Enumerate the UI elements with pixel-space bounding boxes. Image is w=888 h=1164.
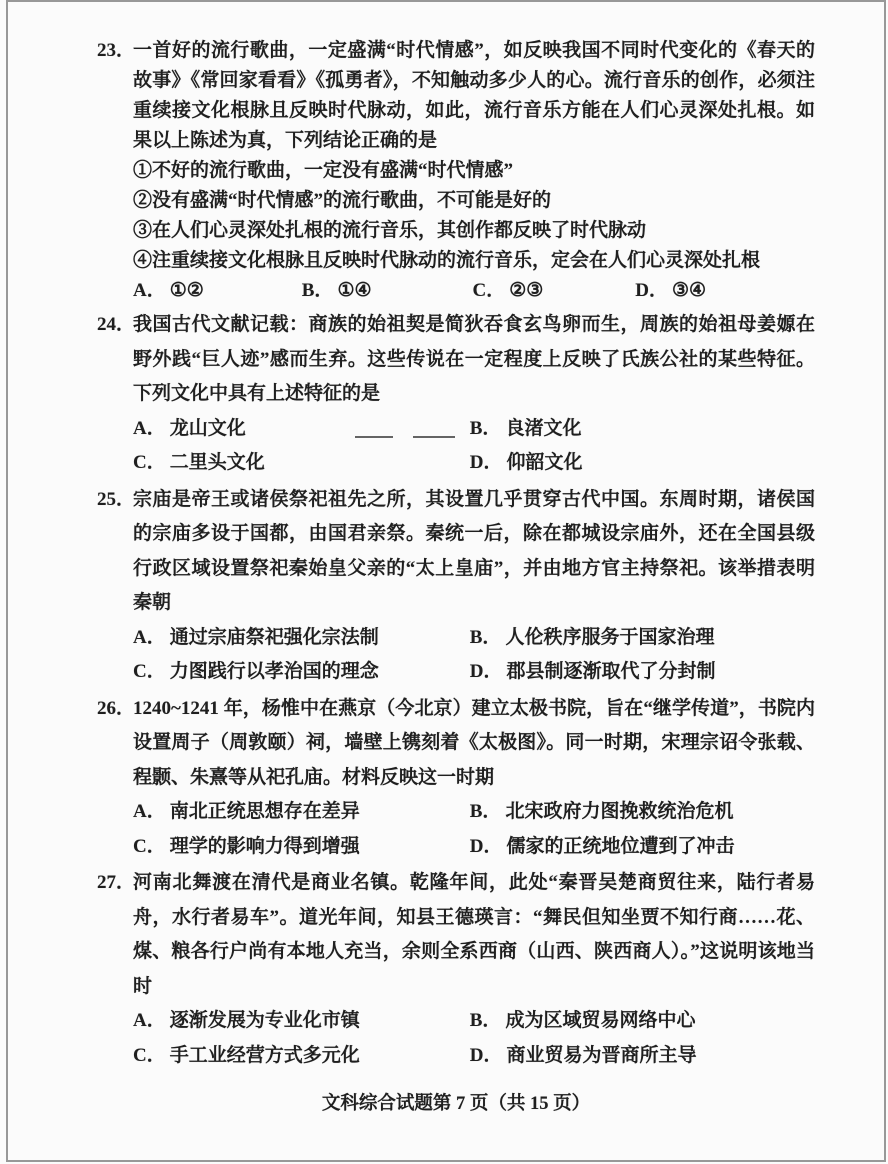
question-24-option-a: A． 龙山文化 — [133, 417, 246, 439]
question-25-stem: 宗庙是帝王或诸侯祭祀祖先之所，其设置几乎贯穿古代中国。东周时期，诸侯国的宗庙多设于国都，由国君亲祭。秦统一后，除在都城设宗庙外，还在全国县级行政区域设置祭祀秦始皇父亲的“太上皇庙”，并由地方官主持祭祀。该举措表明秦朝 — [133, 488, 815, 613]
question-24-option-d: D． 仰韶文化 — [469, 452, 583, 473]
question-24-number: 24． — [97, 314, 136, 335]
question-27-options-row-2 — [133, 1039, 815, 1074]
question-23-option-a: A． ①② — [133, 280, 204, 301]
question-27-options-row-1 — [133, 1004, 815, 1039]
question-23 — [97, 36, 815, 306]
question-27-option-b: B． 成为区域贸易网络中心 — [469, 1010, 696, 1031]
question-25-option-d: D． 郡县制逐渐取代了分封制 — [469, 661, 716, 682]
question-26-options-row-1 — [133, 795, 815, 830]
question-23-stem: 一首好的流行歌曲，一定盛满“时代情感”，如反映我国不同时代变化的《春天的故事》《常回家看看》《孤勇者》，不知触动多少人的心。流行音乐的创作，必须注重续接文化根脉且反映时代脉动，如此，流行音乐方能在人们心灵深处扎根。如果以上陈述为真，下列结论正确的是 — [133, 40, 815, 151]
question-27-option-d: D． 商业贸易为晋商所主导 — [469, 1044, 697, 1066]
question-26-stem: 1240~1241 年，杨惟中在燕京（今北京）建立太极书院，旨在“继学传道”，书院内设置周子（周敦颐）祠，墙壁上镌刻着《太极图》。同一时期，宋理宗诏令张载、程颢、朱熹等从祀孔庙。材料反映这一时期 — [133, 697, 815, 788]
question-23-options-row — [133, 276, 815, 306]
scan-underline-artifact — [355, 436, 455, 438]
question-26-number: 26． — [97, 697, 136, 719]
question-23-option-b: B． ①④ — [301, 280, 372, 301]
question-27-stem: 河南北舞渡在清代是商业名镇。乾隆年间，此处“秦晋吴楚商贸往来，陆行者易舟，水行者易车”。道光年间，知县王德瑛言：“舞民但知坐贾不知行商……花、煤、粮各行户尚有本地人充当，余则全系西商（山西、陕西商人）。”这说明该地当时 — [133, 872, 815, 997]
question-23-sub-option-3: ③在人们心灵深处扎根的流行音乐，其创作都反映了时代脉动 — [133, 220, 647, 241]
question-25-option-b: B． 人伦秩序服务于国家治理 — [469, 626, 715, 648]
question-25-number: 25． — [97, 488, 136, 510]
question-24-stem: 我国古代文献记载：商族的始祖契是简狄吞食玄鸟卵而生，周族的始祖母姜嫄在野外践“巨人迹”感而生弃。这些传说在一定程度上反映了氏族公社的某些特征。下列文化中具有上述特征的是 — [133, 314, 815, 404]
question-24-options-row-1 — [133, 412, 815, 447]
question-26-option-d: D． 儒家的正统地位遭到了冲击 — [469, 835, 735, 857]
question-23-sub-option-1: ①不好的流行歌曲，一定没有盛满“时代情感” — [133, 160, 514, 181]
question-23-number: 23． — [97, 40, 136, 61]
question-25-options-row-1 — [133, 621, 815, 656]
question-23-sub-option-2: ②没有盛满“时代情感”的流行歌曲，不可能是好的 — [133, 190, 552, 211]
question-23-option-c: C． ②③ — [472, 280, 544, 301]
question-27-option-a: A． 逐渐发展为专业化市镇 — [133, 1010, 360, 1031]
question-23-sub-option-4: ④注重续接文化根脉且反映时代脉动的流行音乐，定会在人们心灵深处扎根 — [133, 250, 761, 271]
question-23-option-d: D． ③④ — [635, 280, 707, 301]
question-27-option-c: C． 手工业经营方式多元化 — [133, 1044, 360, 1066]
question-24-options-row-2 — [133, 446, 815, 481]
question-24-option-b: B． 良渚文化 — [469, 417, 582, 439]
question-25-option-a: A． 通过宗庙祭祀强化宗法制 — [133, 626, 379, 648]
question-26-options-row-2 — [133, 830, 815, 865]
question-27 — [97, 866, 815, 1073]
question-25 — [97, 483, 815, 690]
question-26-option-a: A． 南北正统思想存在差异 — [133, 801, 360, 822]
question-26 — [97, 692, 815, 865]
question-24-option-c: C． 二里头文化 — [133, 452, 265, 473]
question-26-option-c: C． 理学的影响力得到增强 — [133, 835, 360, 857]
question-26-option-b: B． 北宋政府力图挽救统治危机 — [469, 801, 734, 822]
page-footer: 文科综合试题第 7 页（共 15 页） — [321, 1094, 591, 1114]
question-25-options-row-2 — [133, 655, 815, 690]
question-27-number: 27． — [97, 872, 136, 893]
question-25-option-c: C． 力图践行以孝治国的理念 — [133, 661, 379, 682]
question-24 — [97, 308, 815, 481]
